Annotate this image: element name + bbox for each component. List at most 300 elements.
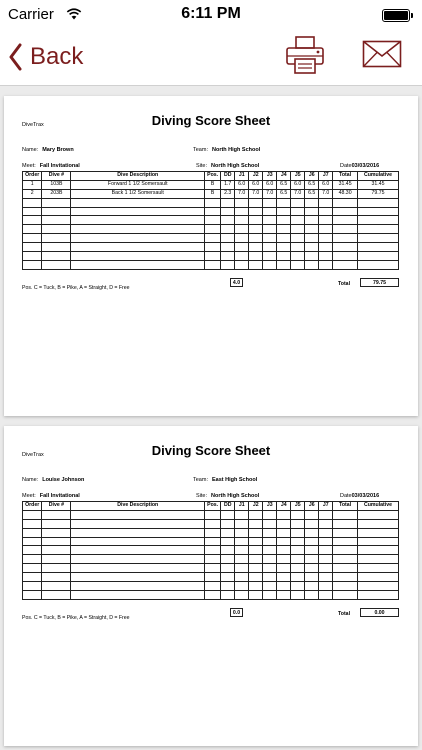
- table-cell: [305, 234, 319, 243]
- table-cell: [357, 216, 398, 225]
- table-cell: [23, 216, 42, 225]
- table-cell: [263, 510, 277, 519]
- table-cell: [221, 555, 235, 564]
- table-cell: [333, 546, 358, 555]
- table-cell: [23, 590, 42, 599]
- table-cell: [357, 510, 398, 519]
- table-cell: [357, 207, 398, 216]
- score-table: [22, 501, 399, 600]
- table-cell: [205, 546, 221, 555]
- table-cell: 6.0: [319, 180, 333, 189]
- table-cell: [277, 216, 291, 225]
- table-cell: [263, 216, 277, 225]
- column-header: J4: [277, 502, 291, 511]
- table-cell: [249, 234, 263, 243]
- table-cell: 6.5: [277, 189, 291, 198]
- table-cell: [71, 510, 205, 519]
- table-cell: [42, 590, 71, 599]
- table-cell: [205, 555, 221, 564]
- table-cell: [221, 260, 235, 269]
- table-cell: Forward 1 1/2 Somersault: [71, 180, 205, 189]
- column-header: Cumulative: [357, 172, 398, 181]
- table-cell: [357, 546, 398, 555]
- table-cell: [235, 519, 249, 528]
- table-cell: [319, 590, 333, 599]
- table-cell: [305, 537, 319, 546]
- table-cell: [305, 198, 319, 207]
- table-cell: [277, 528, 291, 537]
- table-cell: [71, 225, 205, 234]
- table-cell: 7.0: [291, 189, 305, 198]
- table-cell: [42, 225, 71, 234]
- table-cell: [305, 573, 319, 582]
- table-cell: 6.0: [235, 180, 249, 189]
- table-cell: [333, 582, 358, 591]
- column-header: J2: [249, 172, 263, 181]
- table-cell: [42, 234, 71, 243]
- table-cell: [291, 519, 305, 528]
- table-cell: [205, 234, 221, 243]
- table-cell: [333, 216, 358, 225]
- table-cell: [291, 590, 305, 599]
- table-cell: [263, 555, 277, 564]
- table-cell: [249, 582, 263, 591]
- table-cell: [221, 225, 235, 234]
- table-cell: [23, 537, 42, 546]
- table-row-empty: [23, 564, 399, 573]
- table-row-empty: [23, 243, 399, 252]
- table-cell: [277, 260, 291, 269]
- table-cell: [205, 510, 221, 519]
- table-cell: 1: [23, 180, 42, 189]
- site-field: Site: North High School: [196, 493, 260, 499]
- table-cell: [333, 573, 358, 582]
- table-cell: [277, 207, 291, 216]
- table-cell: [319, 234, 333, 243]
- table-cell: [249, 573, 263, 582]
- table-cell: 6.0: [263, 180, 277, 189]
- table-cell: [205, 537, 221, 546]
- table-cell: 1.7: [221, 180, 235, 189]
- table-cell: [305, 564, 319, 573]
- table-cell: [263, 234, 277, 243]
- table-cell: [23, 234, 42, 243]
- table-cell: [249, 590, 263, 599]
- table-row-empty: [23, 590, 399, 599]
- table-cell: [71, 564, 205, 573]
- table-cell: [23, 207, 42, 216]
- table-cell: [319, 207, 333, 216]
- table-cell: [263, 546, 277, 555]
- table-cell: [305, 582, 319, 591]
- table-cell: [291, 537, 305, 546]
- table-cell: [319, 528, 333, 537]
- table-cell: [221, 207, 235, 216]
- column-header: Order: [23, 502, 42, 511]
- table-cell: [42, 198, 71, 207]
- table-cell: [291, 510, 305, 519]
- table-cell: [277, 519, 291, 528]
- table-cell: [205, 582, 221, 591]
- table-cell: [71, 573, 205, 582]
- table-cell: [333, 564, 358, 573]
- sheet-brand: DiveTrax: [22, 122, 44, 128]
- table-cell: [235, 234, 249, 243]
- table-row-empty: [23, 216, 399, 225]
- table-cell: [205, 573, 221, 582]
- table-cell: [291, 528, 305, 537]
- table-cell: Back 1 1/2 Somersault: [71, 189, 205, 198]
- table-cell: [23, 519, 42, 528]
- table-cell: [319, 573, 333, 582]
- table-cell: [221, 519, 235, 528]
- table-cell: [235, 216, 249, 225]
- table-cell: [42, 555, 71, 564]
- table-cell: [263, 225, 277, 234]
- table-cell: [235, 260, 249, 269]
- column-header: J2: [249, 502, 263, 511]
- column-header: Dive #: [42, 502, 71, 511]
- table-cell: [357, 260, 398, 269]
- table-cell: [23, 225, 42, 234]
- table-cell: 7.0: [263, 189, 277, 198]
- table-cell: [291, 546, 305, 555]
- table-cell: [221, 528, 235, 537]
- column-header: DD: [221, 172, 235, 181]
- table-cell: [357, 555, 398, 564]
- table-cell: [277, 243, 291, 252]
- column-header: J3: [263, 502, 277, 511]
- dd-total: 0.0: [230, 608, 243, 617]
- table-cell: [305, 225, 319, 234]
- table-cell: [277, 510, 291, 519]
- table-cell: [205, 564, 221, 573]
- table-cell: [221, 252, 235, 261]
- column-header: Dive Description: [71, 172, 205, 181]
- table-cell: [291, 243, 305, 252]
- table-row-empty: [23, 207, 399, 216]
- dd-total: 4.0: [230, 278, 243, 287]
- table-cell: [319, 510, 333, 519]
- table-cell: [235, 225, 249, 234]
- table-row-empty: [23, 555, 399, 564]
- table-cell: [263, 260, 277, 269]
- table-cell: [305, 555, 319, 564]
- table-cell: [221, 243, 235, 252]
- table-cell: [319, 198, 333, 207]
- column-header: Order: [23, 172, 42, 181]
- battery-icon: [382, 9, 410, 22]
- table-cell: [357, 573, 398, 582]
- table-cell: 6.5: [277, 180, 291, 189]
- table-cell: [291, 573, 305, 582]
- table-cell: [71, 546, 205, 555]
- table-cell: [249, 546, 263, 555]
- table-cell: [205, 590, 221, 599]
- table-cell: [42, 243, 71, 252]
- table-header-row: [23, 172, 399, 181]
- table-cell: [305, 207, 319, 216]
- table-cell: [319, 519, 333, 528]
- table-cell: [291, 252, 305, 261]
- carrier-label: Carrier: [8, 6, 54, 23]
- table-cell: [235, 546, 249, 555]
- table-cell: [333, 234, 358, 243]
- table-cell: [71, 243, 205, 252]
- table-cell: [42, 582, 71, 591]
- table-cell: [249, 510, 263, 519]
- table-cell: 79.75: [357, 189, 398, 198]
- table-cell: [319, 564, 333, 573]
- table-cell: [333, 528, 358, 537]
- table-cell: [357, 234, 398, 243]
- chevron-left-icon: [8, 43, 22, 71]
- table-cell: [277, 564, 291, 573]
- position-legend: Pos. C = Tuck, B = Pike, A = Straight, D = Free: [22, 615, 130, 621]
- table-cell: [277, 546, 291, 555]
- total-label: Total: [338, 281, 351, 287]
- table-cell: B: [205, 189, 221, 198]
- table-cell: [23, 198, 42, 207]
- table-cell: [71, 537, 205, 546]
- table-cell: [221, 564, 235, 573]
- table-cell: [71, 252, 205, 261]
- table-cell: [249, 555, 263, 564]
- table-cell: [333, 198, 358, 207]
- table-cell: [23, 510, 42, 519]
- column-header: J6: [305, 172, 319, 181]
- table-cell: [235, 207, 249, 216]
- table-cell: [249, 252, 263, 261]
- table-cell: [277, 252, 291, 261]
- table-cell: [333, 243, 358, 252]
- table-cell: [42, 260, 71, 269]
- table-row-empty: [23, 198, 399, 207]
- table-cell: [319, 225, 333, 234]
- table-cell: [319, 555, 333, 564]
- table-cell: [305, 510, 319, 519]
- table-cell: [277, 225, 291, 234]
- table-cell: [205, 216, 221, 225]
- column-header: J1: [235, 502, 249, 511]
- table-row-empty: [23, 537, 399, 546]
- column-header: J1: [235, 172, 249, 181]
- table-cell: [277, 590, 291, 599]
- score-sheet-2: [4, 426, 418, 746]
- table-row-empty: [23, 225, 399, 234]
- table-cell: [291, 582, 305, 591]
- cumulative-total: 0.00: [360, 608, 399, 617]
- table-cell: [333, 590, 358, 599]
- sheet-title: Diving Score Sheet: [151, 113, 271, 128]
- table-cell: [205, 252, 221, 261]
- table-cell: [235, 582, 249, 591]
- table-cell: [305, 252, 319, 261]
- table-row-empty: [23, 573, 399, 582]
- table-cell: [23, 260, 42, 269]
- table-cell: [277, 234, 291, 243]
- table-cell: [319, 546, 333, 555]
- column-header: Total: [333, 502, 358, 511]
- table-row-empty: [23, 519, 399, 528]
- table-cell: [23, 528, 42, 537]
- table-cell: [23, 555, 42, 564]
- table-cell: [357, 519, 398, 528]
- table-cell: [205, 225, 221, 234]
- table-cell: 6.0: [249, 180, 263, 189]
- table-cell: [221, 582, 235, 591]
- table-cell: [235, 537, 249, 546]
- table-cell: [71, 234, 205, 243]
- score-sheet-1: [4, 96, 418, 416]
- meet-field: Meet: Fall Invitational: [22, 163, 80, 169]
- column-header: J6: [305, 502, 319, 511]
- status-bar: [0, 0, 422, 30]
- table-cell: [263, 243, 277, 252]
- diver-name-field: Name: Mary Brown: [22, 147, 74, 153]
- team-field: Team: North High School: [193, 147, 261, 153]
- table-row: [23, 189, 399, 198]
- table-cell: [305, 260, 319, 269]
- table-cell: [235, 564, 249, 573]
- table-cell: [249, 225, 263, 234]
- table-cell: [249, 260, 263, 269]
- table-cell: [249, 528, 263, 537]
- table-cell: [277, 198, 291, 207]
- table-cell: [263, 207, 277, 216]
- table-cell: [235, 590, 249, 599]
- table-cell: [221, 198, 235, 207]
- diver-name-field: Name: Louise Johnson: [22, 477, 85, 483]
- meet-field: Meet: Fall Invitational: [22, 493, 80, 499]
- table-cell: [263, 590, 277, 599]
- table-row-empty: [23, 260, 399, 269]
- table-cell: [235, 573, 249, 582]
- sheet-brand: DiveTrax: [22, 452, 44, 458]
- column-header: J7: [319, 502, 333, 511]
- table-cell: [305, 546, 319, 555]
- table-cell: [235, 198, 249, 207]
- table-cell: 48.30: [333, 189, 358, 198]
- table-row-empty: [23, 234, 399, 243]
- column-header: Cumulative: [357, 502, 398, 511]
- table-cell: [42, 528, 71, 537]
- table-cell: [235, 510, 249, 519]
- table-cell: [221, 546, 235, 555]
- column-header: Total: [333, 172, 358, 181]
- table-cell: [249, 537, 263, 546]
- printer-icon: [285, 35, 325, 75]
- table-cell: [42, 216, 71, 225]
- table-cell: [319, 216, 333, 225]
- table-cell: [319, 537, 333, 546]
- back-button[interactable]: [8, 40, 83, 74]
- table-row-empty: [23, 582, 399, 591]
- table-cell: [305, 216, 319, 225]
- table-cell: [277, 582, 291, 591]
- column-header: Pos.: [205, 502, 221, 511]
- table-cell: [221, 510, 235, 519]
- table-cell: [263, 573, 277, 582]
- table-cell: 31.45: [333, 180, 358, 189]
- table-cell: [249, 198, 263, 207]
- table-cell: [333, 252, 358, 261]
- table-cell: [305, 590, 319, 599]
- table-cell: [357, 198, 398, 207]
- table-cell: [263, 582, 277, 591]
- table-cell: [235, 243, 249, 252]
- table-row-empty: [23, 252, 399, 261]
- table-cell: [263, 528, 277, 537]
- table-cell: [205, 207, 221, 216]
- date-field: Date03/03/2016: [340, 163, 380, 169]
- table-cell: [205, 243, 221, 252]
- table-cell: [221, 216, 235, 225]
- table-cell: [333, 519, 358, 528]
- envelope-icon: [362, 40, 402, 68]
- table-cell: [42, 546, 71, 555]
- table-cell: [221, 537, 235, 546]
- table-cell: [291, 225, 305, 234]
- table-cell: [221, 573, 235, 582]
- table-cell: [42, 510, 71, 519]
- column-header: DD: [221, 502, 235, 511]
- table-cell: [205, 528, 221, 537]
- table-cell: 7.0: [235, 189, 249, 198]
- table-row-empty: [23, 528, 399, 537]
- table-cell: [221, 590, 235, 599]
- table-cell: [42, 573, 71, 582]
- team-field: Team: East High School: [193, 477, 258, 483]
- table-cell: [277, 555, 291, 564]
- table-cell: [357, 528, 398, 537]
- table-cell: [205, 519, 221, 528]
- table-cell: [205, 260, 221, 269]
- table-row-empty: [23, 510, 399, 519]
- position-legend: Pos. C = Tuck, B = Pike, A = Straight, D = Free: [22, 285, 130, 291]
- total-label: Total: [338, 611, 351, 617]
- table-cell: 6.5: [305, 180, 319, 189]
- table-cell: [357, 537, 398, 546]
- table-cell: [249, 216, 263, 225]
- table-cell: [249, 207, 263, 216]
- table-cell: [249, 564, 263, 573]
- score-table: [22, 171, 399, 270]
- mail-button[interactable]: [362, 40, 402, 73]
- table-cell: 2: [23, 189, 42, 198]
- table-cell: [71, 216, 205, 225]
- print-button[interactable]: [285, 35, 325, 80]
- table-cell: [42, 519, 71, 528]
- table-cell: [319, 252, 333, 261]
- table-cell: [291, 198, 305, 207]
- table-cell: [249, 519, 263, 528]
- sheet-title: Diving Score Sheet: [151, 443, 271, 458]
- table-cell: [357, 225, 398, 234]
- table-cell: [23, 243, 42, 252]
- table-cell: [235, 528, 249, 537]
- table-cell: [357, 590, 398, 599]
- nav-bar: [0, 30, 422, 86]
- table-cell: [291, 555, 305, 564]
- table-cell: [263, 252, 277, 261]
- table-cell: [319, 582, 333, 591]
- table-row-empty: [23, 546, 399, 555]
- table-cell: [235, 252, 249, 261]
- table-cell: [291, 564, 305, 573]
- table-cell: [333, 207, 358, 216]
- column-header: J7: [319, 172, 333, 181]
